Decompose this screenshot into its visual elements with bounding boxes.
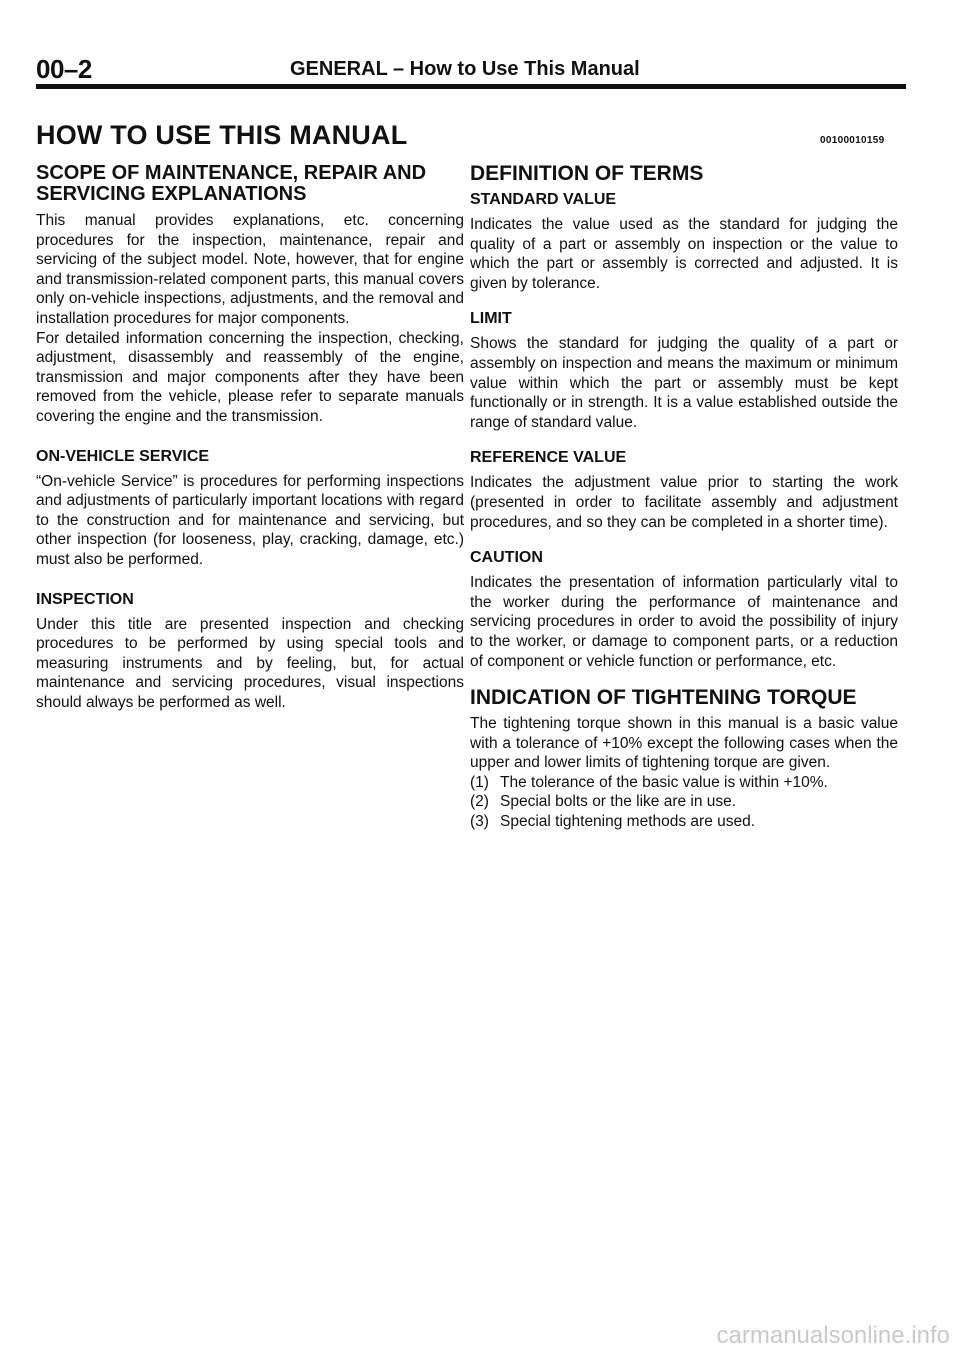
caution-text: Indicates the presentation of information particularly vital to the worker during the performance of maintenance and servicing procedures in order to avoid the possibility of injury to the worker, or damage to component parts, or a reduction of component or vehicle function or performance, etc. xyxy=(470,574,898,670)
definition-heading: DEFINITION OF TERMS xyxy=(470,162,704,185)
right-column xyxy=(470,163,898,832)
list-text: Special bolts or the like are in use. xyxy=(500,793,737,811)
header-title: GENERAL – How to Use This Manual xyxy=(290,58,640,80)
list-text: Special tightening methods are used. xyxy=(500,813,756,831)
scope-heading: SCOPE OF MAINTENANCE, REPAIR AND SERVICING EXPLANATIONS xyxy=(36,162,427,205)
reference-value-text: Indicates the adjustment value prior to starting the work (presented in order to facilitate assembly and adjustment procedures, and so they can be completed in a shorter time). xyxy=(470,474,898,531)
list-item xyxy=(470,812,898,832)
list-item xyxy=(470,773,898,793)
limit-heading: LIMIT xyxy=(470,310,512,328)
scope-paragraph-1: This manual provides explanations, etc. concerning procedures for the inspection, maintenance, repair and servicing of the subject model. Note, however, that for engine and transmission-related component parts, this manual covers only on-vehicle inspections, adjustments, and the removal and installation procedures for major components. xyxy=(36,212,464,327)
main-title: HOW TO USE THIS MANUAL xyxy=(36,120,408,150)
header-rule xyxy=(36,84,906,89)
standard-value-text: Indicates the value used as the standard for judging the quality of a part or assembly on inspection or the value to which the part or assembly is corrected and adjusted. It is given by tolerance. xyxy=(470,216,898,292)
list-number: (2) xyxy=(470,793,489,811)
limit-text: Shows the standard for judging the quality of a part or assembly on inspection and means the maximum or minimum value within which the part or assembly must be kept functionally or in strength. It is a value established outside the range of standard value. xyxy=(470,335,898,431)
page-number: 00–2 xyxy=(36,54,92,84)
on-vehicle-heading: ON-VEHICLE SERVICE xyxy=(36,447,210,465)
list-item xyxy=(470,792,898,812)
torque-heading: INDICATION OF TIGHTENING TORQUE xyxy=(470,686,857,710)
on-vehicle-text: “On-vehicle Service” is procedures for performing inspections and adjustments of particularly important locations with regard to the construction and for maintenance and servicing, but other inspection (for looseness, play, cracking, damage, etc.) must also be performed. xyxy=(36,472,464,568)
page-header xyxy=(36,54,906,84)
standard-value-heading: STANDARD VALUE xyxy=(470,191,617,208)
document-code: 00100010159 xyxy=(820,135,885,146)
list-number: (3) xyxy=(470,813,489,831)
list-text: The tolerance of the basic value is within +10%. xyxy=(500,773,828,791)
reference-value-heading: REFERENCE VALUE xyxy=(470,449,627,467)
caution-heading: CAUTION xyxy=(470,549,543,567)
torque-text: The tightening torque shown in this manual is a basic value with a tolerance of +10% except the following cases when the upper and lower limits of tightening torque are given. xyxy=(470,715,898,772)
inspection-text: Under this title are presented inspection and checking procedures to be performed by using special tools and measuring instruments and by feeling, but, for actual maintenance and servicing procedures, visual inspections should always be performed as well. xyxy=(36,615,464,711)
inspection-heading: INSPECTION xyxy=(36,590,134,608)
left-column xyxy=(36,163,464,712)
scope-paragraph-2: For detailed information concerning the inspection, checking, adjustment, disassembly and reassembly of the engine, transmission and major components after they have been removed from the vehicle, please refer to separate manuals covering the engine and the transmission. xyxy=(36,329,464,425)
torque-list xyxy=(470,773,898,832)
watermark-brand: carmanualsonline.info xyxy=(716,1322,950,1349)
list-number: (1) xyxy=(470,773,489,791)
